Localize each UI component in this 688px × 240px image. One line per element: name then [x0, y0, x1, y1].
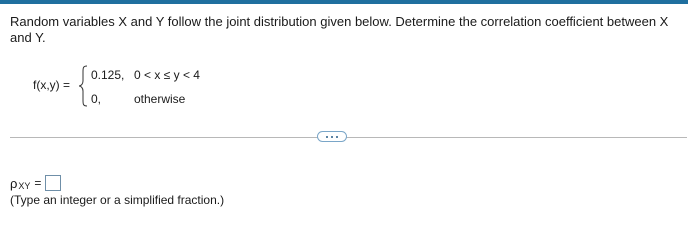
case-condition: otherwise [134, 92, 186, 106]
answer-row [10, 174, 61, 192]
ellipsis-icon [325, 135, 339, 139]
section-divider [10, 137, 687, 138]
answer-hint: (Type an integer or a simplified fraction.) [10, 193, 225, 207]
answer-input[interactable] [45, 175, 61, 191]
equals-sign: = [34, 176, 42, 190]
rho-subscript: XY [18, 181, 31, 191]
function-label: f(x,y) = [33, 78, 71, 92]
more-button[interactable] [317, 131, 347, 142]
case-value: 0.125, [91, 68, 125, 82]
case-condition: 0 < x ≤ y < 4 [134, 68, 200, 82]
top-accent-bar [0, 0, 688, 4]
left-brace-icon [78, 65, 88, 107]
joint-distribution [0, 58, 260, 118]
rho-symbol: ρ [10, 175, 18, 191]
question-text: Random variables X and Y follow the joint distribution given below. Determine the correlation coefficient between X and Y. [10, 14, 669, 45]
case-value: 0, [91, 92, 102, 106]
